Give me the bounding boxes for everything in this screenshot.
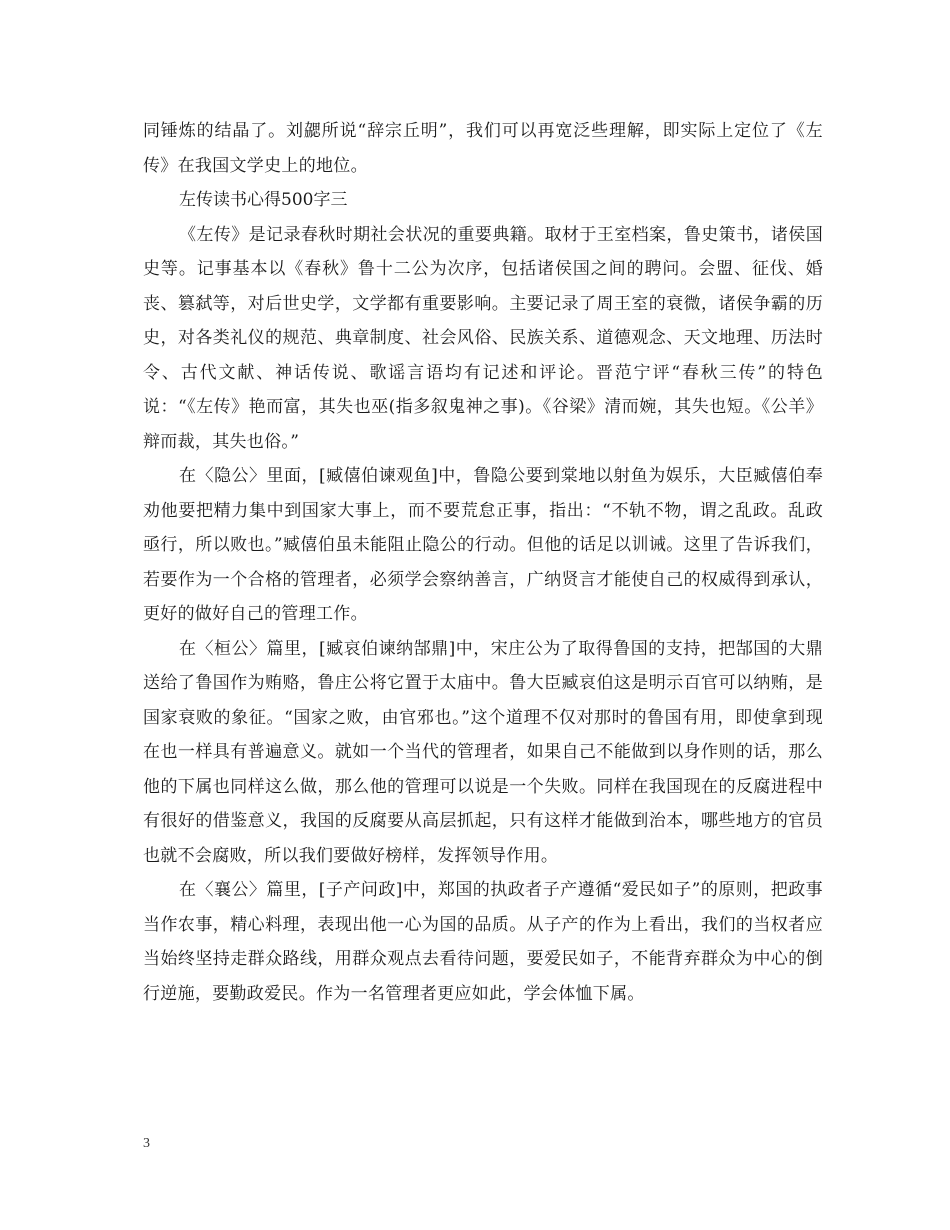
- body-paragraph-yingong: 在〈隐公〉里面，[臧僖伯谏观鱼]中，鲁隐公要到棠地以射鱼为娱乐，大臣臧僖伯奉劝他要把精力集中到国家大事上，而不要荒怠正事，指出：“不轨不物，谓之乱政。乱政亟行，所以败也。”臧僖伯虽未能阻止隐公的行动。但他的话足以训诫。这里了告诉我们，若要作为一个合格的管理者，必须学会察纳善言，广纳贤言才能使自己的权威得到承认，更好的做好自己的管理工作。: [143, 466, 823, 624]
- body-paragraph-xianggong: 在〈襄公〉篇里，[子产问政]中，郑国的执政者子产遵循“爱民如子”的原则，把政事当作农事，精心料理，表现出他一心为国的品质。从子产的作为上看出，我们的当权者应当始终坚持走群众路线，用群众观点去看待问题，要爱民如子，不能背弃群众为中心的倒行逆施，要勤政爱民。作为一名管理者更应如此，学会体恤下属。: [143, 880, 823, 1004]
- continuation-paragraph: 同锤炼的结晶了。刘勰所说“辞宗丘明”，我们可以再宽泛些理解，即实际上定位了《左传》在我国文学史上的地位。: [143, 121, 823, 176]
- body-paragraph-huangong: 在〈桓公〉篇里，[臧哀伯谏纳郜鼎]中，宋庄公为了取得鲁国的支持，把郜国的大鼎送给了鲁国作为贿赂，鲁庄公将它置于太庙中。鲁大臣臧哀伯这是明示百官可以纳贿，是国家衰败的象征。“国家之败，由官邪也。”这个道理不仅对那时的鲁国有用，即使拿到现在也一样具有普遍意义。就如一个当代的管理者，如果自己不能做到以身作则的话，那么他的下属也同样这么做，那么他的管理可以说是一个失败。同样在我国现在的反腐进程中有很好的借鉴意义，我国的反腐要从高层抓起，只有这样才能做到治本，哪些地方的官员也就不会腐败，所以我们要做好榜样，发挥领导作用。: [143, 638, 823, 866]
- body-paragraph-intro: 《左传》是记录春秋时期社会状况的重要典籍。取材于王室档案，鲁史策书，诸侯国史等。记事基本以《春秋》鲁十二公为次序，包括诸侯国之间的聘问。会盟、征伐、婚丧、篡弑等，对后世史学，文学都有重要影响。主要记录了周王室的衰微，诸侯争霸的历史，对各类礼仪的规范、典章制度、社会风俗、民族关系、道德观念、天文地理、历法时令、古代文献、神话传说、歌谣言语均有记述和评论。晋范宁评“春秋三传”的特色说：“《左传》艳而富，其失也巫(指多叙鬼神之事)。《谷梁》清而婉，其失也短。《公羊》辩而裁，其失也俗。”: [143, 224, 823, 452]
- section-title: 左传读书心得500字三: [179, 190, 348, 210]
- page-number: 3: [143, 1136, 150, 1151]
- document-body: [143, 114, 823, 1011]
